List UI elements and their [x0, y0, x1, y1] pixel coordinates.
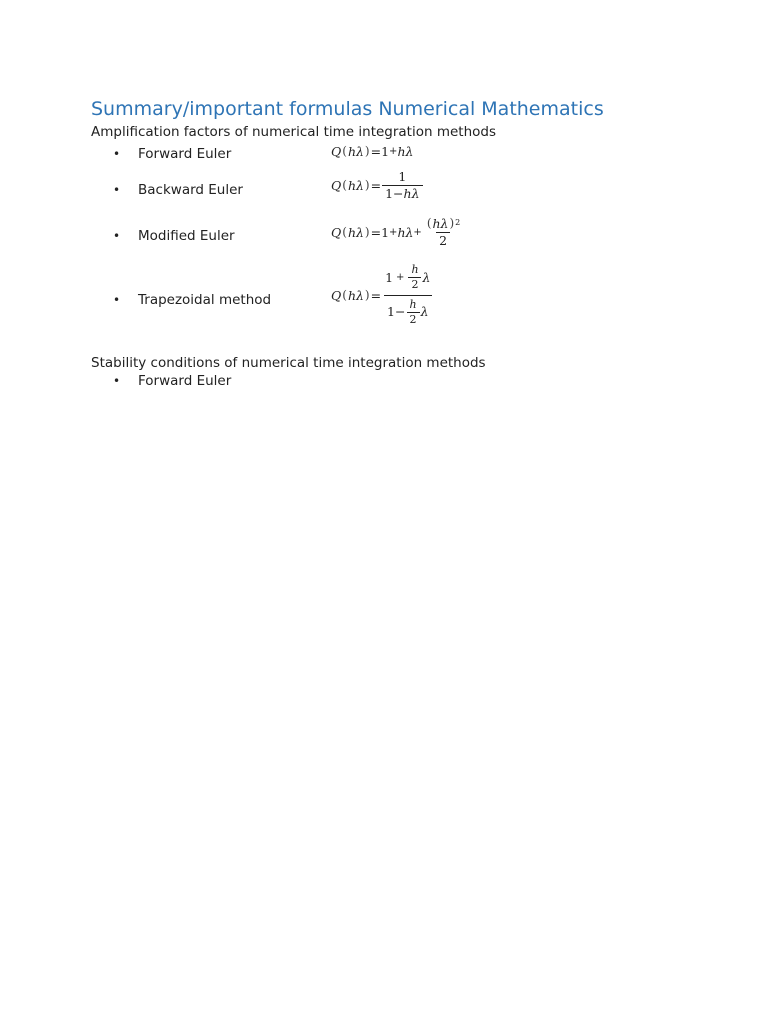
- section-heading-stability: Stability conditions of numerical time integration methods: [91, 355, 486, 371]
- method-label-forward-euler: Forward Euler: [138, 146, 232, 162]
- bullet: •: [113, 229, 121, 243]
- fraction: 1 + $\frac{h}{2}$ λ 1 − $\frac{h}{2}$ λ: [385, 263, 431, 326]
- bullet: •: [113, 147, 121, 161]
- fraction: ( hλ ) 2 2: [426, 215, 461, 248]
- formula-forward-euler: Q ( hλ ) = 1 + hλ: [331, 143, 414, 159]
- formula-trapezoidal: Q ( hλ ) = 1 + $\frac{h}{2}$ λ 1 − $\frac{h}{2}$ λ: [331, 260, 434, 330]
- section-heading-amplification: Amplification factors of numerical time integration methods: [91, 124, 496, 140]
- formula-backward-euler: Q ( hλ ) = 1 1 − hλ: [331, 168, 424, 202]
- page-title: Summary/important formulas Numerical Mathematics: [91, 98, 604, 120]
- method-label-backward-euler: Backward Euler: [138, 182, 243, 198]
- method-label-forward-euler-stability: Forward Euler: [138, 373, 232, 389]
- method-label-modified-euler: Modified Euler: [138, 228, 235, 244]
- method-label-trapezoidal: Trapezoidal method: [138, 292, 272, 308]
- formula-modified-euler: Q ( hλ ) = 1 + hλ + ( hλ ) 2 2: [331, 212, 464, 252]
- bullet: •: [113, 374, 121, 388]
- fraction: 1 1 − hλ: [382, 170, 422, 201]
- bullet: •: [113, 183, 121, 197]
- bullet: •: [113, 293, 121, 307]
